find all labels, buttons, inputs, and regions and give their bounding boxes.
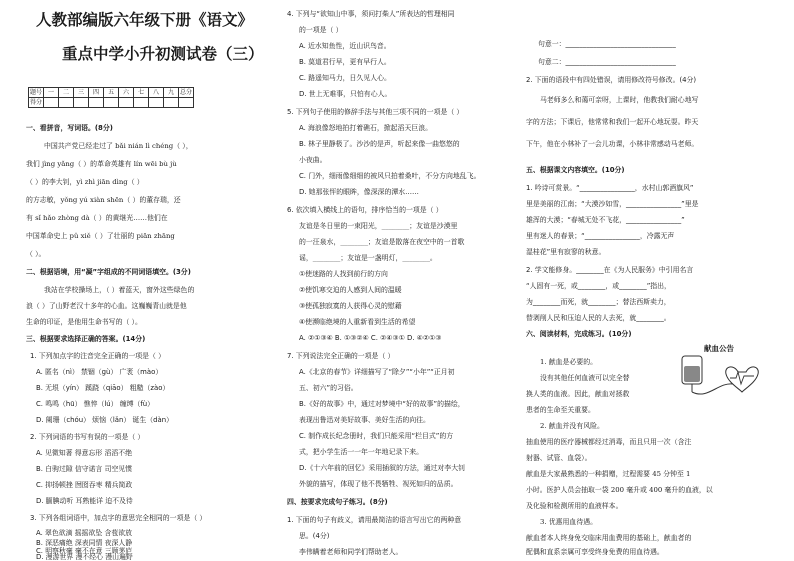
score-cell[interactable] bbox=[59, 98, 74, 108]
passage-line: 下午，他在小林补了一会儿功课，小林非常感动马老师。 bbox=[526, 140, 699, 148]
passage-line: 1. 献血是必要的。 bbox=[540, 358, 597, 366]
score-cell[interactable] bbox=[119, 98, 134, 108]
section-1-heading: 一、看拼音，写词语。(8分) bbox=[26, 124, 113, 132]
middle-column bbox=[283, 0, 513, 561]
passage-line: 献血是大家最熟悉的一种捐赠，过程需要 45 分钟至 1 bbox=[526, 470, 691, 478]
section-2-heading: 二、根据语境，用“凝”字组成的不同词语填空。(3分) bbox=[26, 268, 191, 276]
option-line[interactable]: C. 抑扬顿挫 囫囵吞枣 精兵简政 bbox=[36, 481, 133, 489]
passage-line: 的一汪泉水，________；友谊是散落在夜空中的一首歌 bbox=[299, 238, 465, 246]
blood-bag-illustration bbox=[678, 352, 768, 402]
passage-line: 射器、试管、血袋）。 bbox=[526, 454, 592, 462]
fill-line[interactable]: 1. 吟诗可赏景。“________________，水村山郭酒旗风” bbox=[526, 184, 694, 192]
section-5-heading: 五、根据课文内容填空。(10分) bbox=[526, 166, 625, 174]
question-stem: 1. 下列加点字的注音完全正确的一项是（ ） bbox=[30, 352, 165, 360]
score-col: 五 bbox=[104, 88, 119, 98]
option-line[interactable]: D. 腼腆动听 耳熟能详 迫不及待 bbox=[36, 497, 133, 505]
q1-line: （ ）。 bbox=[26, 250, 46, 258]
option-line[interactable]: C. 明察秋毫 毫不在意 三顾茅庐 bbox=[36, 547, 133, 555]
fill-line[interactable]: 里有迷人的春景；“________________，冷露无声 bbox=[526, 232, 675, 240]
score-table-header-row bbox=[29, 88, 194, 98]
option-line[interactable]: C. 路遥知马力，日久见人心。 bbox=[299, 74, 391, 82]
passage-line: 2. 献血并没有风险。 bbox=[540, 422, 604, 430]
question-stem: 2. 下列词语的书写有误的一项是（ ） bbox=[30, 433, 145, 441]
answer-line[interactable]: 句意二：________________________________ bbox=[538, 58, 676, 66]
fill-line[interactable]: 替剥削人民和压迫人民的人去死，就________。 bbox=[526, 314, 671, 322]
option-line[interactable]: D. 漫游世界 漫不经心 漫山遍野 bbox=[36, 553, 133, 561]
option-line: 外貌的描写，体现了他不畏牺牲、视死如归的品质。 bbox=[299, 480, 458, 488]
option-line[interactable]: B. 深恶痛绝 深表同情 夜深人静 bbox=[36, 539, 133, 547]
score-cell[interactable] bbox=[74, 98, 89, 108]
section-6-heading: 六、阅读材料，完成练习。(10分) bbox=[526, 330, 632, 338]
option-line[interactable]: A. ②①③④ B. ①③②④ C. ②④③① D. ④②①③ bbox=[299, 334, 442, 342]
fill-line[interactable]: “人固有一死，或________，或________”指出， bbox=[526, 282, 671, 290]
passage-line: 友谊是冬日里的一束阳光，________；友谊是沙漠里 bbox=[299, 222, 458, 230]
option-line: 小夜曲。 bbox=[299, 156, 327, 164]
score-col: 三 bbox=[74, 88, 89, 98]
question-stem: 4. 下列与“欲知山中事，须问打柴人”所表达的哲理相同 bbox=[287, 10, 455, 18]
question-stem: 的一项是（ ） bbox=[299, 26, 343, 34]
option-line[interactable]: D. 她那张怦的眼眸，像深深的潭水…… bbox=[299, 188, 419, 196]
passage-line: 谣，________；友谊是一盏明灯，________。 bbox=[299, 254, 437, 262]
sentence-choice: ③使孤独寂寞的人获得心灵的慰藉 bbox=[299, 302, 402, 310]
passage-line: 马老师多么和蔼可亲呀，上课时，他教我们耐心地写 bbox=[540, 96, 699, 104]
page-title-line2: 重点中学小升初测试卷（三） bbox=[62, 44, 264, 63]
answer-line[interactable]: 句意一：________________________________ bbox=[538, 40, 676, 48]
passage-line: 患者的生命至关重要。 bbox=[526, 406, 595, 414]
score-col: 九 bbox=[164, 88, 179, 98]
q1-line: 有 sǐ hǎo zhòng dà（ ）的黄继光……他们在 bbox=[26, 214, 168, 222]
option-line[interactable]: B. 林子里静极了。沙沙的是声，听起来像一曲悠悠的 bbox=[299, 140, 460, 148]
q2-line: 浪（ ）了山野老汉十多年的心血。这巍巍青山就是他 bbox=[26, 302, 187, 310]
option-line[interactable]: C. 门外，细雨像细细的被风只拍着桑叶，不分方向地乱飞。 bbox=[299, 172, 481, 180]
question-stem: 7. 下列说法完全正确的一项是（ ） bbox=[287, 352, 395, 360]
sentence-text: 李伟瞒着老师和同学们帮助老人。 bbox=[299, 548, 403, 556]
option-line[interactable]: A. 近水知鱼性，近山识鸟音。 bbox=[299, 42, 391, 50]
option-line[interactable]: A. 翠色欲滴 摇摇欲坠 含苞欲放 bbox=[36, 529, 133, 537]
score-table-score-row bbox=[29, 98, 194, 108]
q1-line: （ ）的李大钊，yì zhì jiān dìng（ ） bbox=[26, 178, 144, 186]
fill-line[interactable]: 雄浑的大漠；“春城无处不飞花，________________” bbox=[526, 216, 685, 224]
q2-line: 生命的印证，是他用生命书写的（ ）。 bbox=[26, 318, 142, 326]
sentence-choice: ①使迷路的人找到前行的方向 bbox=[299, 270, 388, 278]
option-line[interactable]: C. 制作成长纪念册时，我们只能采用“栏目式”的方 bbox=[299, 432, 454, 440]
fill-line[interactable]: 2. 学文能修身。________在《为人民服务》中引用名言 bbox=[526, 266, 694, 274]
option-line[interactable]: B. 白驹过隙 信守诺言 司空见惯 bbox=[36, 465, 133, 473]
option-line[interactable]: B.《好的故事》中，通过对梦境中“好的故事”的描绘， bbox=[299, 400, 465, 408]
notice-title: 献血公告 bbox=[704, 344, 734, 353]
score-col: 二 bbox=[59, 88, 74, 98]
sentence-choice: ②使饥寒交迫的人感到人间的温暖 bbox=[299, 286, 402, 294]
score-row-label: 题号 bbox=[29, 89, 42, 96]
fill-line[interactable]: 里是美丽的江南；“大漠沙如雪，________________”里是 bbox=[526, 200, 699, 208]
score-cell[interactable] bbox=[164, 98, 179, 108]
score-cell[interactable] bbox=[89, 98, 104, 108]
option-line[interactable]: A. 海浪像怒地拍打着礁石，掀起滔天巨浪。 bbox=[299, 124, 433, 132]
score-row-label: 得分 bbox=[29, 99, 42, 106]
question-stem: 5. 下列句子使用的修辞手法与其他三项不同的一项是（ ） bbox=[287, 108, 464, 116]
option-line[interactable]: A.《北京的春节》详细描写了“除夕”“小年”“正月初 bbox=[299, 368, 455, 376]
option-line: 表现出鲁迅对美好故事、美好生活的向往。 bbox=[299, 416, 430, 424]
section-4-heading: 四、按要求完成句子练习。(8分) bbox=[287, 498, 388, 506]
page-title-line1: 人教部编版六年级下册《语文》 bbox=[36, 10, 254, 29]
question-stem: 思。(4分) bbox=[299, 532, 330, 540]
score-col: 七 bbox=[134, 88, 149, 98]
score-table bbox=[28, 87, 194, 108]
score-cell[interactable] bbox=[134, 98, 149, 108]
score-col: 总分 bbox=[179, 89, 192, 96]
option-line[interactable]: D.《十六年前的回忆》采用插叙的方法，通过对李大钊 bbox=[299, 464, 465, 472]
score-col: 一 bbox=[44, 88, 59, 98]
q1-line: 我们 jìng yǎng（ ）的革命英雄有 lín wēi bù jù bbox=[26, 160, 177, 168]
passage-line: 小时。医护人员会抽取一袋 200 毫升或 400 毫升的血液，以 bbox=[526, 486, 713, 494]
score-col: 四 bbox=[89, 88, 104, 98]
option-line: 式，把小学生活一一年一年地记录下来。 bbox=[299, 448, 424, 456]
q2-line: 我站在学校操场上，（ ）着蓝天，窗外这些绿色的 bbox=[44, 286, 195, 294]
question-stem: 2. 下面的语段中有四处错误，请用修改符号修改。(4分) bbox=[526, 76, 697, 84]
question-stem: 6. 依次填入横线上的语句，排序恰当的一项是（ ） bbox=[287, 206, 443, 214]
option-line[interactable]: A. 匿名（nì） 禁锢（gù） 广袤（mào） bbox=[36, 368, 163, 376]
passage-line: 3. 优惠用血待遇。 bbox=[540, 518, 597, 526]
score-cell[interactable] bbox=[104, 98, 119, 108]
option-line[interactable]: A. 见微知著 得意忘形 滔滔不绝 bbox=[36, 449, 133, 457]
passage-line: 献血者本人终身免交临床用血费用的基础上，献血者的 bbox=[526, 534, 692, 542]
option-line[interactable]: C. 鸣鸣（hū） 憔悴（lú） 缠缚（fù） bbox=[36, 400, 155, 408]
section-3-heading: 三、根据要求选择正确的答案。(14分) bbox=[26, 335, 146, 343]
option-line[interactable]: D. 阑珊（chóu） 烦恼（lǎn） 诞生（dàn） bbox=[36, 416, 173, 424]
q1-line: 中国共产党已经走过了 bǎi nián lì chéng（ ）， bbox=[44, 142, 193, 150]
sentence-choice: ④使濒临绝境的人重新看到生活的希望 bbox=[299, 318, 416, 326]
score-col: 六 bbox=[119, 88, 134, 98]
passage-line: 换人类的血液。因此，献血对拯救 bbox=[526, 390, 630, 398]
option-line[interactable]: B. 无垠（yín） 蹊跷（qiāo） 粗糙（zào） bbox=[36, 384, 170, 392]
score-col: 八 bbox=[149, 88, 164, 98]
q1-line: 中国革命史上 pǔ xiě（ ）了壮丽的 piān zhāng bbox=[26, 232, 175, 240]
fill-line[interactable]: 为________而死，就________；替法西斯卖力， bbox=[526, 298, 671, 306]
left-column bbox=[0, 0, 280, 561]
question-stem: 1. 下面的句子有歧义，请用最简洁的语言写出它的两种意 bbox=[287, 516, 462, 524]
score-cell[interactable] bbox=[179, 98, 194, 108]
option-line[interactable]: B. 莫道君行早，更有早行人。 bbox=[299, 58, 391, 66]
option-line: 五、初六”的习俗。 bbox=[299, 384, 358, 392]
q1-line: 的方志敏，yǒng yú xiàn shēn（ ）的董存瑞，还 bbox=[26, 196, 181, 204]
passage-line: 字的方法；下课后，他常常和我们一起开心地玩耍。昨天 bbox=[526, 118, 699, 126]
passage-line: 抽血使用的医疗器械都经过消毒，而且只用一次（含注 bbox=[526, 438, 692, 446]
question-stem: 3. 下列各组词语中，加点字的意思完全相同的一项是（ ） bbox=[30, 514, 207, 522]
passage-line: 及化验和检测所用的血液样本。 bbox=[526, 502, 623, 510]
score-cell[interactable] bbox=[44, 98, 59, 108]
right-column bbox=[520, 0, 794, 561]
score-cell[interactable] bbox=[149, 98, 164, 108]
option-line[interactable]: D. 世上无难事，只怕有心人。 bbox=[299, 90, 392, 98]
passage-line: 配偶和直系亲属可享受终身免费的用血待遇。 bbox=[526, 548, 664, 556]
passage-line: 没有其他任何血液可以完全替 bbox=[540, 374, 630, 382]
fill-line: 湿桂花”里有寂寥的秋意。 bbox=[526, 248, 606, 256]
